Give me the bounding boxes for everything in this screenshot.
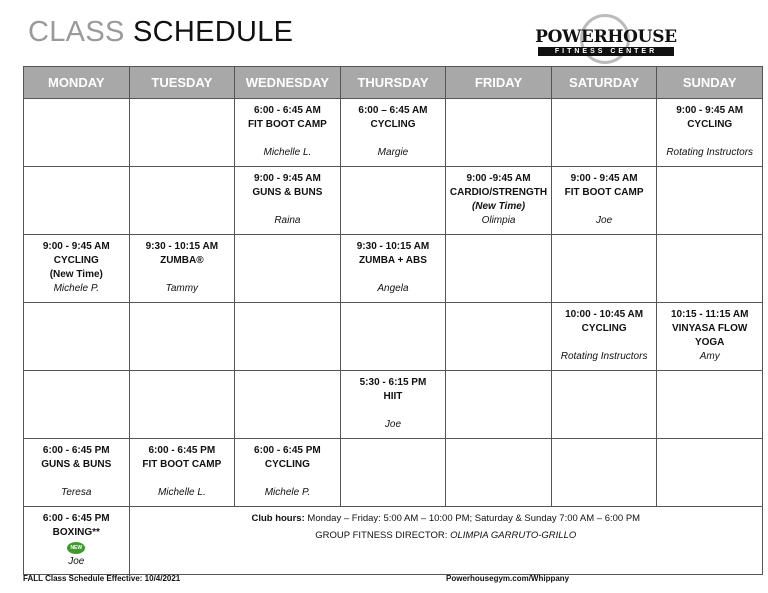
day-header-tuesday: TUESDAY — [129, 67, 235, 99]
day-header-wednesday: WEDNESDAY — [235, 67, 341, 99]
class-time: 9:30 - 10:15 AM — [145, 241, 219, 252]
spacer — [341, 404, 446, 418]
time-slot-row — [24, 507, 763, 575]
class-instructor: Michele P. — [264, 487, 311, 498]
page-title — [28, 16, 293, 49]
class-cell — [24, 235, 130, 303]
empty-cell — [551, 235, 657, 303]
class-instructor: Michelle L. — [263, 147, 312, 158]
class-time: 9:00 - 9:45 AM — [676, 105, 744, 116]
spacer — [657, 132, 762, 146]
empty-cell — [235, 235, 341, 303]
empty-cell — [446, 439, 552, 507]
new-badge-icon: NEW — [67, 542, 85, 554]
director-label: GROUP FITNESS DIRECTOR: — [315, 530, 448, 541]
empty-cell — [24, 371, 130, 439]
class-name: VINYASA FLOW — [671, 323, 748, 334]
empty-cell — [340, 439, 446, 507]
class-name: FIT BOOT CAMP — [142, 459, 222, 470]
empty-cell — [340, 167, 446, 235]
spacer — [24, 472, 129, 486]
class-name: FIT BOOT CAMP — [247, 119, 327, 130]
class-name: CYCLING — [53, 255, 99, 266]
class-instructor: Amy — [699, 351, 720, 362]
class-name-line2: YOGA — [694, 337, 725, 348]
class-name: FIT BOOT CAMP — [564, 187, 644, 198]
class-cell — [235, 99, 341, 167]
empty-cell — [129, 371, 235, 439]
class-instructor: Teresa — [61, 487, 92, 498]
class-name-line2: (New Time) — [49, 269, 103, 280]
empty-cell — [551, 439, 657, 507]
class-cell — [340, 99, 446, 167]
class-cell — [551, 167, 657, 235]
class-instructor: Joe — [384, 419, 402, 430]
class-name: ZUMBA® — [160, 255, 204, 266]
empty-cell — [235, 303, 341, 371]
class-time: 6:00 - 6:45 PM — [42, 445, 110, 456]
empty-cell — [129, 303, 235, 371]
spacer — [235, 132, 340, 146]
empty-cell — [340, 303, 446, 371]
empty-cell — [657, 371, 763, 439]
class-instructor: Angela — [377, 283, 409, 294]
class-time: 6:00 - 6:45 PM — [42, 513, 110, 524]
empty-cell — [657, 439, 763, 507]
class-name: ZUMBA + ABS — [359, 255, 427, 266]
class-instructor: Rotating Instructors — [666, 147, 754, 158]
spacer — [341, 268, 446, 282]
empty-cell — [24, 303, 130, 371]
day-header-monday: MONDAY — [24, 67, 130, 99]
class-time: 6:00 - 6:45 PM — [148, 445, 216, 456]
class-cell — [446, 167, 552, 235]
time-slot-row — [24, 235, 763, 303]
class-cell — [129, 439, 235, 507]
day-header-sunday: SUNDAY — [657, 67, 763, 99]
title-schedule-word: SCHEDULE — [132, 16, 294, 48]
group-fitness-director — [130, 529, 762, 543]
class-time: 9:30 - 10:15 AM — [356, 241, 430, 252]
class-schedule-table — [23, 66, 763, 575]
class-name: GUNS & BUNS — [252, 187, 323, 198]
class-time: 10:15 - 11:15 AM — [670, 309, 749, 320]
website-link[interactable]: Powerhousegym.com/Whippany — [446, 574, 570, 583]
logo-subtitle: FITNESS CENTER — [538, 47, 674, 56]
time-slot-row — [24, 303, 763, 371]
empty-cell — [657, 235, 763, 303]
club-hours — [130, 512, 762, 526]
class-instructor: Michele P. — [53, 283, 99, 294]
class-time: 9:00 - 9:45 AM — [253, 173, 321, 184]
time-slot-row — [24, 167, 763, 235]
class-cell — [24, 507, 130, 575]
day-header-friday: FRIDAY — [446, 67, 552, 99]
spacer — [341, 132, 446, 146]
class-time: 9:00 -9:45 AM — [466, 173, 531, 184]
club-hours-label: Club hours: — [251, 513, 305, 524]
class-cell — [235, 439, 341, 507]
class-cell — [551, 303, 657, 371]
spacer — [130, 472, 235, 486]
class-cell — [235, 167, 341, 235]
class-name: BOXING** — [52, 527, 100, 538]
class-cell — [129, 235, 235, 303]
class-instructor: Olimpia — [481, 215, 516, 226]
powerhouse-logo — [530, 14, 682, 62]
empty-cell — [657, 167, 763, 235]
time-slot-row — [24, 439, 763, 507]
class-name: HIIT — [383, 391, 403, 402]
director-name: OLIMPIA GARRUTO-GRILLO — [450, 530, 577, 541]
class-name: CYCLING — [687, 119, 733, 130]
class-time: 6:00 - 6:45 AM — [253, 105, 321, 116]
class-cell — [340, 235, 446, 303]
empty-cell — [446, 99, 552, 167]
spacer — [235, 472, 340, 486]
logo-name: POWERHOUSE — [535, 27, 677, 47]
class-instructor: Raina — [274, 215, 301, 226]
class-cell — [340, 371, 446, 439]
class-instructor: Joe — [596, 215, 613, 226]
class-time: 6:00 - 6:45 PM — [254, 445, 321, 456]
class-instructor: Michelle L. — [157, 487, 206, 498]
day-header-thursday: THURSDAY — [340, 67, 446, 99]
time-slot-row — [24, 99, 763, 167]
class-time: 9:00 - 9:45 AM — [570, 173, 638, 184]
empty-cell — [235, 371, 341, 439]
club-info-cell — [129, 507, 762, 575]
class-note: (New Time) — [471, 201, 526, 212]
class-instructor: Tammy — [165, 283, 199, 294]
club-hours-text: Monday – Friday: 5:00 AM – 10:00 PM; Saturday & Sunday 7:00 AM – 6:00 PM — [307, 513, 641, 524]
class-cell — [657, 303, 763, 371]
class-name: CARDIO/STRENGTH — [449, 187, 548, 198]
spacer — [552, 200, 657, 214]
schedule-effective-date: FALL Class Schedule Effective: 10/4/2021 — [23, 574, 181, 583]
title-class-word: CLASS — [28, 16, 125, 48]
class-name: CYCLING — [264, 459, 310, 470]
day-header-saturday: SATURDAY — [551, 67, 657, 99]
spacer — [235, 200, 340, 214]
class-instructor: Margie — [377, 147, 409, 158]
schedule-body — [24, 99, 763, 575]
empty-cell — [24, 167, 130, 235]
class-time: 9:00 - 9:45 AM — [42, 241, 110, 252]
class-name: CYCLING — [581, 323, 627, 334]
empty-cell — [129, 167, 235, 235]
spacer — [130, 268, 235, 282]
class-time: 5:30 - 6:15 PM — [359, 377, 427, 388]
class-name: CYCLING — [370, 119, 416, 130]
class-time: 6:00 – 6:45 AM — [358, 105, 428, 116]
empty-cell — [129, 99, 235, 167]
class-instructor: Joe — [68, 556, 85, 567]
empty-cell — [24, 99, 130, 167]
time-slot-row — [24, 371, 763, 439]
class-cell — [657, 99, 763, 167]
spacer — [552, 336, 657, 350]
class-instructor: Rotating Instructors — [560, 351, 648, 362]
empty-cell — [551, 99, 657, 167]
empty-cell — [551, 371, 657, 439]
day-header-row — [24, 67, 763, 99]
class-name: GUNS & BUNS — [41, 459, 112, 470]
class-time: 10:00 - 10:45 AM — [565, 309, 644, 320]
class-cell — [24, 439, 130, 507]
empty-cell — [446, 235, 552, 303]
empty-cell — [446, 371, 552, 439]
empty-cell — [446, 303, 552, 371]
